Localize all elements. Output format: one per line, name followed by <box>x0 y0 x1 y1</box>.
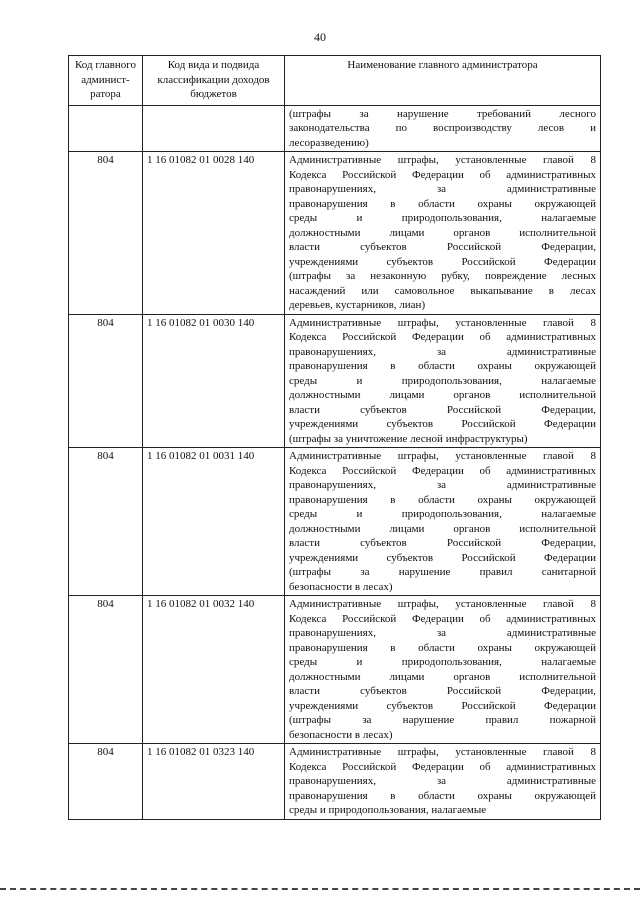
name-text-line: правонарушениях, за административные <box>289 183 596 195</box>
admin-code-cell: 804 <box>69 448 143 596</box>
admin-name-cell <box>285 152 601 315</box>
admin-name-cell <box>285 448 601 596</box>
name-text-line: деревьев, кустарников, лиан) <box>289 299 426 311</box>
table-body <box>69 105 601 819</box>
table-header-row <box>69 56 601 106</box>
page-number: 40 <box>314 30 326 44</box>
name-text-line: власти субъектов Российской Федерации, <box>289 537 596 549</box>
name-text-line: правонарушениях, за административные <box>289 627 596 639</box>
name-text-line: Кодекса Российской Федерации об административных <box>289 760 596 773</box>
name-text-line: правонарушения в области охраны окружающей <box>289 789 596 802</box>
revenue-code-cell: 1 16 01082 01 0030 140 <box>143 314 285 448</box>
name-text-line: лесоразведению) <box>289 136 369 149</box>
name-text-line: насаждений или самовольное выкапывание в лесах <box>289 284 596 297</box>
name-text-line: Административные штрафы, установленные главой 8 <box>289 316 596 329</box>
revenue-code-cell: 1 16 01082 01 0031 140 <box>143 448 285 596</box>
name-text-line: правонарушения в области охраны окружающей <box>289 197 596 210</box>
name-text-line: должностными лицами органов исполнительной <box>289 226 596 239</box>
name-text-line: учреждениями субъектов Российской Федерации <box>289 418 596 430</box>
admin-name-cell <box>285 314 601 448</box>
name-text-line: безопасности в лесах) <box>289 580 393 593</box>
name-text-line: правонарушения в области охраны окружающей <box>289 360 596 372</box>
name-text-line: должностными лицами органов исполнительной <box>289 522 596 535</box>
name-text-line: власти субъектов Российской Федерации, <box>289 685 596 697</box>
name-text-line: Административные штрафы, установленные главой 8 <box>289 154 596 166</box>
name-text-line: должностными лицами органов исполнительной <box>289 389 596 401</box>
name-text-line: правонарушениях, за административные <box>289 479 596 491</box>
revenue-code-cell: 1 16 01082 01 0032 140 <box>143 596 285 744</box>
admin-code-cell <box>69 105 143 152</box>
header-admin-code: Код главного админист-ратора <box>69 56 143 106</box>
name-text-line: учреждениями субъектов Российской Федерации <box>289 551 596 564</box>
name-text-line: Административные штрафы, установленные главой 8 <box>289 598 596 610</box>
name-text-line: Кодекса Российской Федерации об административных <box>289 464 596 477</box>
revenue-code-cell <box>143 105 285 152</box>
table-row <box>69 596 601 744</box>
admin-name-cell <box>285 744 601 820</box>
name-text-line: Кодекса Российской Федерации об административных <box>289 331 596 343</box>
admin-code-cell: 804 <box>69 152 143 315</box>
name-text-line: (штрафы за нарушение правил санитарной <box>289 566 596 578</box>
admin-code-cell: 804 <box>69 744 143 820</box>
name-text-line: безопасности в лесах) <box>289 728 393 741</box>
name-text-line: законодательства по воспроизводству лесов и <box>289 122 596 134</box>
name-text-line: правонарушения в области охраны окружающей <box>289 493 596 506</box>
scan-edge-line <box>0 888 640 890</box>
table-row <box>69 314 601 448</box>
revenue-administrators-table <box>68 55 601 820</box>
name-text-line: (штрафы за уничтожение лесной инфраструктуры) <box>289 432 528 445</box>
admin-name-cell <box>285 105 601 152</box>
name-text-line: правонарушениях, за административные <box>289 345 596 358</box>
name-text-line: власти субъектов Российской Федерации, <box>289 403 596 416</box>
header-admin-name: Наименование главного администратора <box>285 56 601 106</box>
name-text-line: Административные штрафы, установленные главой 8 <box>289 450 596 462</box>
name-text-line: среды и природопользования, налагаемые <box>289 374 596 387</box>
name-text-line: Кодекса Российской Федерации об административных <box>289 168 596 181</box>
admin-code-cell: 804 <box>69 596 143 744</box>
name-text-line: правонарушениях, за административные <box>289 775 596 787</box>
admin-name-cell <box>285 596 601 744</box>
name-text-line: среды и природопользования, налагаемые <box>289 656 596 668</box>
table-row <box>69 448 601 596</box>
name-text-line: должностными лицами органов исполнительной <box>289 670 596 683</box>
name-text-line: Кодекса Российской Федерации об административных <box>289 612 596 625</box>
name-text-line: (штрафы за нарушение правил пожарной <box>289 714 596 726</box>
table-row <box>69 152 601 315</box>
name-text-line: среды и природопользования, налагаемые <box>289 804 487 816</box>
name-text-line: Административные штрафы, установленные главой 8 <box>289 746 596 758</box>
name-text-line: правонарушения в области охраны окружающей <box>289 641 596 654</box>
table-row <box>69 744 601 820</box>
name-text-line: учреждениями субъектов Российской Федерации <box>289 255 596 268</box>
table-row <box>69 105 601 152</box>
name-text-line: среды и природопользования, налагаемые <box>289 212 596 224</box>
header-kd-code: Код вида и подвида классификации доходов бюджетов <box>143 56 285 106</box>
name-text-line: среды и природопользования, налагаемые <box>289 508 596 520</box>
name-text-line: (штрафы за незаконную рубку, повреждение лесных <box>289 270 596 282</box>
admin-code-cell: 804 <box>69 314 143 448</box>
revenue-code-cell: 1 16 01082 01 0028 140 <box>143 152 285 315</box>
revenue-code-cell: 1 16 01082 01 0323 140 <box>143 744 285 820</box>
name-text-line: (штрафы за нарушение требований лесного <box>289 107 596 120</box>
name-text-line: власти субъектов Российской Федерации, <box>289 241 596 253</box>
name-text-line: учреждениями субъектов Российской Федерации <box>289 699 596 712</box>
